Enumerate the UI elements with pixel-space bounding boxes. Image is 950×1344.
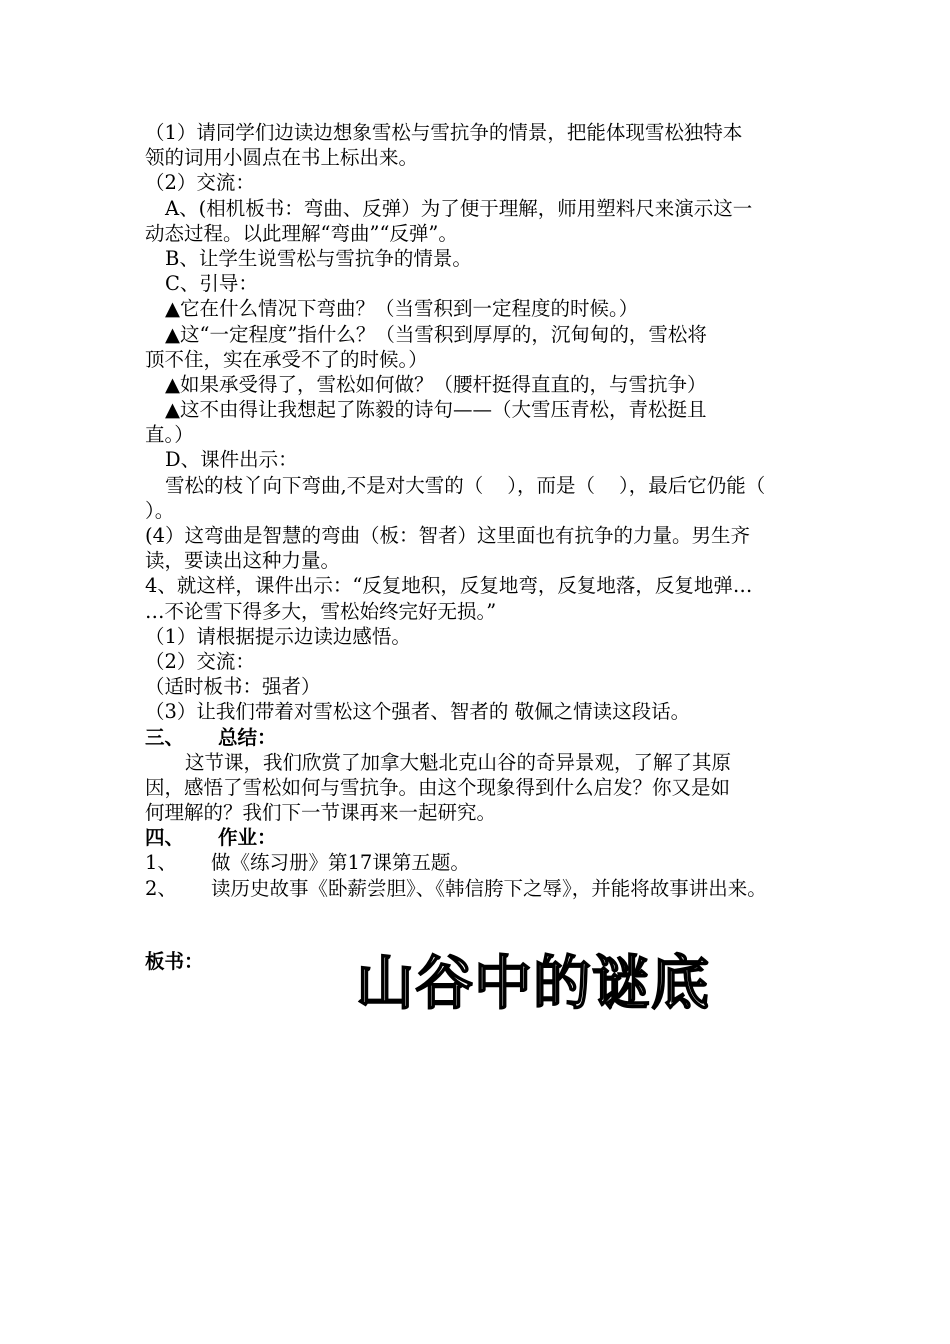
text-line: ▲如果承受得了，雪松如何做？（腰杆挺得直直的，与雪抗争） [165, 372, 707, 396]
text-line: 动态过程。以此理解“弯曲”“反弹”。 [145, 221, 458, 245]
text-line: B、让学生说雪松与雪抗争的情景。 [165, 246, 472, 270]
text-line: 这节课，我们欣赏了加拿大魁北克山谷的奇异景观，了解了其原 [185, 750, 732, 774]
homework-item [145, 850, 825, 875]
text-line: ▲它在什么情况下弯曲？（当雪积到一定程度的时候。） [165, 297, 639, 321]
text-line: 因，感悟了雪松如何与雪抗争。由这个现象得到什么启发？你又是如 [145, 775, 731, 799]
text-line: 顶不住，实在承受不了的时候。） [145, 347, 428, 371]
fill-blank-part: 雪松的枝丫向下弯曲,不是对大雪的（ [165, 473, 484, 497]
board-label: 板书： [145, 950, 204, 973]
text-line: …不论雪下得多大，雪松始终完好无损。” [145, 599, 497, 623]
fill-blank-part: ），而是（ [507, 473, 595, 497]
text-line: A、(相机板书：弯曲、反弹）为了便于理解，师用塑料尺来演示这一 [165, 196, 753, 220]
text-line: 领的词用小圆点在书上标出来。 [145, 146, 419, 170]
text-line: （1）请同学们边读边想象雪松与雪抗争的情景，把能体现雪松独特本 [145, 121, 743, 144]
text-line: 4、就这样，课件出示：“反复地积，反复地弯，反复地落，反复地弹… [145, 574, 753, 598]
section-title: 总结： [218, 725, 277, 749]
section-title: 作业： [218, 826, 277, 850]
text-line: 读，要读出这种力量。 [145, 549, 341, 573]
homework-text: 读历史故事《卧薪尝胆》、《韩信胯下之辱》，并能将故事讲出来。 [211, 876, 767, 900]
text-line: 何理解的？我们下一节课再来一起研究。 [145, 801, 497, 825]
homework-item [145, 876, 825, 901]
homework-number: 2、 [145, 876, 177, 900]
text-line: （2）交流： [145, 171, 255, 195]
fill-blank-part: ），最后它仍能（ [618, 473, 766, 497]
text-line: (4）这弯曲是智慧的弯曲（板：智者）这里面也有抗争的力量。男生齐 [145, 524, 751, 547]
text-line: （1）请根据提示边读边感悟。 [145, 624, 411, 648]
section-number: 四、 [145, 826, 185, 850]
text-line: （3）让我们带着对雪松这个强者、智者的 敬佩之情读这段话。 [145, 700, 691, 724]
homework-number: 1、 [145, 851, 177, 875]
text-line: ▲这不由得让我想起了陈毅的诗句——（大雪压青松，青松挺且 [165, 398, 707, 422]
section-heading-homework [145, 825, 825, 850]
text-line: （适时板书：强者） [145, 675, 321, 699]
homework-text: 做《练习册》第17课第五题。 [211, 851, 470, 875]
board-title: 山谷中的谜底 [356, 949, 711, 1017]
document-body [145, 120, 825, 901]
text-line: ▲这“一定程度”指什么？（当雪积到厚厚的，沉甸甸的，雪松将 [165, 322, 707, 346]
text-line: C、引导： [165, 272, 258, 296]
text-line: ）。 [145, 498, 175, 522]
section-number: 三、 [145, 725, 185, 749]
text-line: D、课件出示： [165, 448, 298, 472]
fill-blank-line [145, 473, 825, 498]
section-heading-summary [145, 725, 825, 750]
text-line: （2）交流： [145, 649, 255, 673]
text-line: 直。） [145, 423, 194, 447]
